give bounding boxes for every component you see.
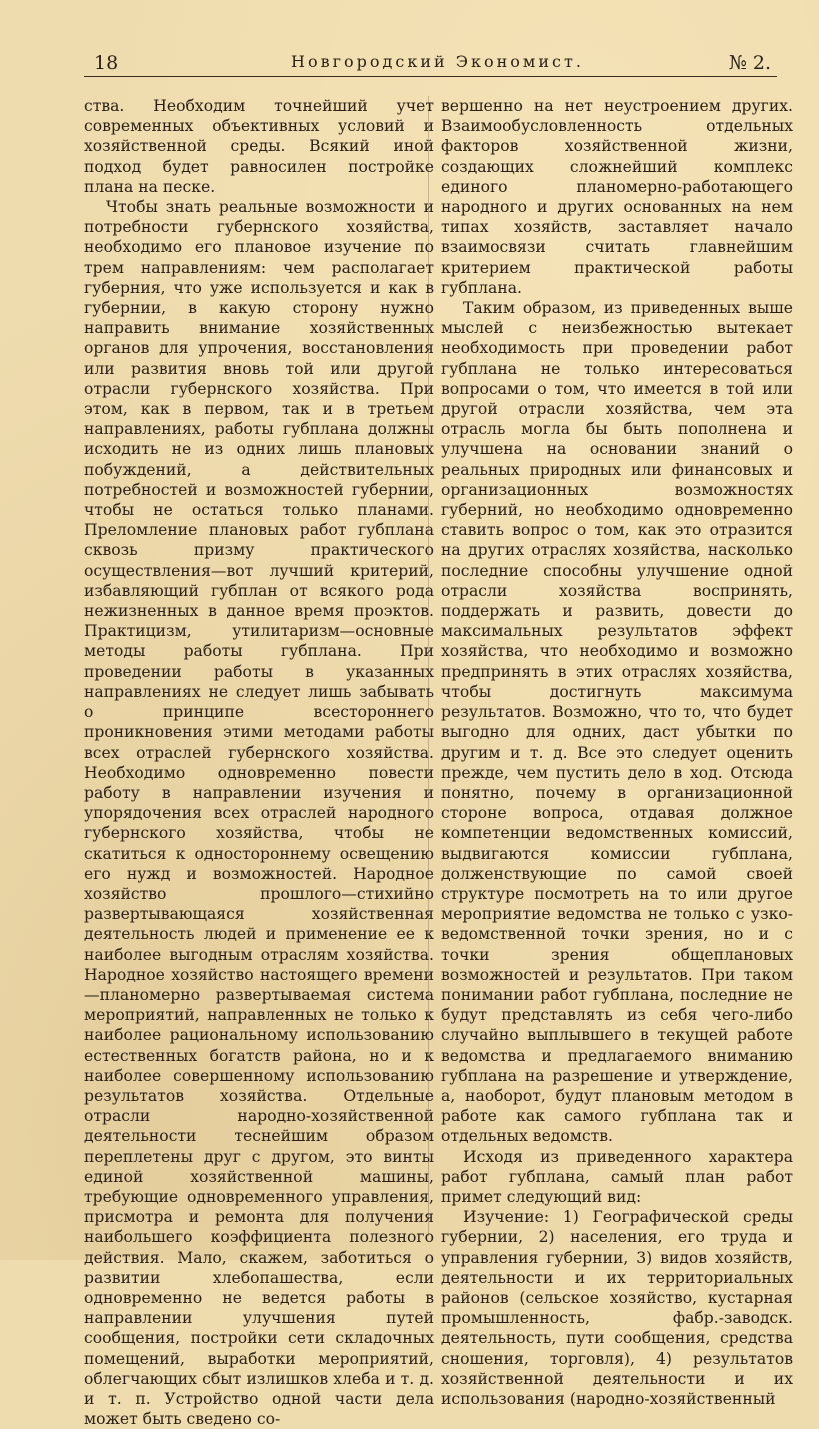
page-header [84, 50, 777, 78]
paragraph: ства. Необходим точнейший учет современных объективных условий и хозяйственной среды. Всякий иной подход будет равносилен постройке плана на песке. [84, 97, 434, 196]
right-column [441, 96, 793, 1409]
paragraph: вершенно на нет неустроением других. Взаимообусловленность отдельных факторов хозяйственной жизни, создающих сложнейший комплекс единого планомерно-работающего народного и других основанных на нем типах хозяйств, заставляет начало взаимосвязи считать главнейшим критерием практической работы губплана. [441, 97, 793, 297]
paragraph: Изучение: 1) Географической среды губернии, 2) населения, его труда и управления губернии, 3) видов хозяйств, деятельности и их территориальных районов (сельское хозяйство, кустарная промышленность, фабр.-заводск. деятельность, пути сообщения, средства сношения, торговля), 4) результатов хозяйственной деятельности и их использования (народно-хозяйственный [441, 1208, 793, 1408]
paragraph: Исходя из приведенного характера работ губплана, самый план работ примет следующий вид: [441, 1147, 793, 1206]
header-rule [84, 76, 777, 77]
page-number: 18 [94, 52, 119, 74]
journal-title: Новгородский Экономист. [291, 52, 584, 71]
left-column [84, 96, 434, 1429]
issue-number: № 2. [728, 52, 771, 74]
paragraph: Чтобы знать реальные возможности и потребности губернского хозяйства, необходимо его плановое изучение по трем направлениям: чем располагает губерния, что уже используется и как в губернии, в какую сторону нужно направить внимание хозяйственных органов для упрочения, восстановления или развития вновь той или другой отрасли губернского хозяйства. При этом, как в первом, так и в третьем направлениях, работы губплана должны исходить не из одних лишь плановых побуждений, а действительных потребностей и возможностей губернии, чтобы не остаться только планами. Преломление плановых работ губплана сквозь призму практического осуществления—вот лучший критерий, избавляющий губплан от всякого рода нежизненных в данное время проэктов. Практицизм, утилитаризм—основные методы работы губплана. При проведении работы в указанных направлениях не следует лишь забывать о принципе всестороннего проникновения этими методами работы всех отраслей губернского хозяйства. Необходимо одновременно повести работу в направлении изучения и упорядочения всех отраслей народного губернского хозяйства, чтобы не скатиться к одностороннему освещению его нужд и возможностей. Народное хозяйство прошлого—стихийно развертывающаяся хозяйственная деятельность людей и применение ее к наиболее выгодным отраслям хозяйства. Народное хозяйство настоящего времени—планомерно развертываемая система мероприятий, направленных не только к наиболее рациональному использованию естественных богатств района, но и к наиболее совершенному использованию результатов хозяйства. Отдельные отрасли народно-хозяйственной деятельности теснейшим образом переплетены друг с другом, это винты единой хозяйственной машины, требующие одновременного управления, присмотра и ремонта для получения наибольшего коэффициента полезного действия. Мало, скажем, заботиться о развитии хлебопашества, если одновременно не ведется работы в направлении улучшения путей сообщения, постройки сети складочных помещений, выработки мероприятий, облегчающих сбыт излишков хлеба и т. д. и т. п. Устройство одной части дела может быть сведено со- [84, 198, 434, 1429]
column-divider [428, 96, 429, 1236]
paragraph: Таким образом, из приведенных выше мыслей с неизбежностью вытекает необходимость при проведении работ губплана не только интересоваться вопросами о том, что имеется в той или другой отрасли хозяйства, чем эта отрасль могла бы быть пополнена и улучшена на основании знаний о реальных природных или финансовых и организационных возможностях губерний, но необходимо одновременно ставить вопрос о том, как это отразится на других отраслях хозяйства, насколько последние способны улучшение одной отрасли хозяйства воспринять, поддержать и развить, довести до максимальных результатов эффект хозяйства, что необходимо и возможно предпринять в этих отраслях хозяйства, чтобы достигнуть максимума результатов. Возможно, что то, что будет выгодно для одних, даст убытки по другим и т. д. Все это следует оценить прежде, чем пустить дело в ход. Отсюда понятно, почему в организационной стороне вопроса, отдавая должное компетенции ведомственных комиссий, выдвигаются комиссии губплана, долженствующие по самой своей структуре посмотреть на то или другое мероприятие ведомства не только с узко-ведомственной точки зрения, но и с точки зрения общеплановых возможностей и результатов. При таком понимании работ губплана, последние не будут представлять из себя чего-либо случайно выплывшего в текущей работе ведомства и предлагаемого вниманию губплана на разрешение и утверждение, а, наоборот, будут плановым методом в работе как самого губплана так и отдельных ведомств. [441, 299, 793, 1146]
